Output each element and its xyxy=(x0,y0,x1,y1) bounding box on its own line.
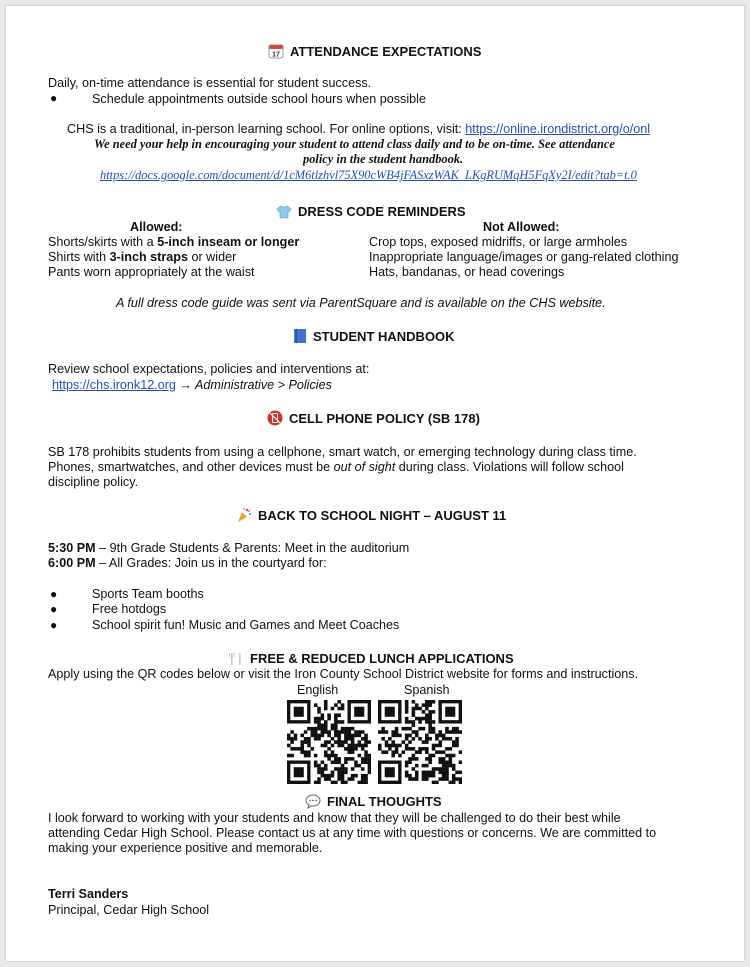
handbook-path-line xyxy=(52,378,332,393)
bullet-dot: ● xyxy=(50,618,58,632)
newsletter-page xyxy=(6,6,744,961)
qr-code-spanish[interactable] xyxy=(378,700,462,784)
online-options-text: CHS is a traditional, in-person learning school. For online options, visit: xyxy=(67,122,466,136)
qr-code-english[interactable] xyxy=(287,700,371,784)
blue-book-icon xyxy=(293,328,307,347)
allowed-header: Allowed: xyxy=(130,220,183,234)
attendance-title: ATTENDANCE EXPECTATIONS xyxy=(290,44,482,59)
final-title: FINAL THOUGHTS xyxy=(327,794,442,809)
handbook-heading xyxy=(293,328,455,347)
speech-bubble-icon xyxy=(305,794,321,812)
qr-label-spanish: Spanish xyxy=(404,683,450,697)
dress-code-note: A full dress code guide was sent via ParentSquare and is available on the CHS website. xyxy=(116,296,606,310)
attendance-bullet: Schedule appointments outside school hours when possible xyxy=(92,92,426,106)
attendance-help-line2: policy in the student handbook. xyxy=(303,152,464,166)
attendance-heading xyxy=(268,43,481,62)
handbook-path: → Administrative > Policies xyxy=(175,378,332,392)
attendance-intro: Daily, on-time attendance is essential for student success. xyxy=(48,76,372,90)
final-line2: attending Cedar High School. Please contact us at any time with questions or concerns. We are committed to xyxy=(48,826,657,840)
lunch-title: FREE & REDUCED LUNCH APPLICATIONS xyxy=(250,651,514,666)
not-allowed-item: Inappropriate language/images or gang-related clothing xyxy=(369,250,679,264)
bts-bullet: Sports Team booths xyxy=(92,587,204,601)
bts-time-row: 5:30 PM – 9th Grade Students & Parents: Meet in the auditorium xyxy=(48,541,410,555)
calendar-icon xyxy=(268,43,284,62)
final-line1: I look forward to working with your students and know that they will be challenged to do their best while xyxy=(48,811,621,825)
online-options-line xyxy=(67,122,650,137)
bullet-dot: ● xyxy=(50,91,58,105)
attendance-help-line1: We need your help in encouraging your student to attend class daily and to be on-time. See attendance xyxy=(94,137,615,151)
qr-label-english: English xyxy=(297,683,339,697)
signature-name: Terri Sanders xyxy=(48,887,129,901)
not-allowed-item: Crop tops, exposed midriffs, or large armholes xyxy=(369,235,628,249)
handbook-text: Review school expectations, policies and interventions at: xyxy=(48,362,370,376)
allowed-item: Shirts with 3-inch straps or wider xyxy=(48,250,237,264)
bullet-dot: ● xyxy=(50,587,58,601)
lunch-text: Apply using the QR codes below or visit the Iron County School District website for forms and instructions. xyxy=(48,667,639,681)
bts-time-row: 6:00 PM – All Grades: Join us in the courtyard for: xyxy=(48,556,327,570)
bts-bullet: Free hotdogs xyxy=(92,602,167,616)
no-phone-icon xyxy=(267,410,283,429)
not-allowed-item: Hats, bandanas, or head coverings xyxy=(369,265,565,279)
handbook-title: STUDENT HANDBOOK xyxy=(313,329,455,344)
allowed-item: Shorts/skirts with a 5-inch inseam or longer xyxy=(48,235,300,249)
final-heading xyxy=(305,794,442,812)
dress-code-title: DRESS CODE REMINDERS xyxy=(298,204,466,219)
not-allowed-header: Not Allowed: xyxy=(483,220,560,234)
bts-heading xyxy=(236,507,506,526)
bullet-dot: ● xyxy=(50,602,58,616)
tshirt-icon xyxy=(276,205,292,222)
bts-bullet: School spirit fun! Music and Games and Meet Coaches xyxy=(92,618,400,632)
svg-text:17: 17 xyxy=(272,51,280,59)
party-popper-icon xyxy=(236,507,252,526)
dress-code-heading xyxy=(276,204,466,222)
cell-phone-title: CELL PHONE POLICY (SB 178) xyxy=(289,411,480,426)
bts-title: BACK TO SCHOOL NIGHT – AUGUST 11 xyxy=(258,508,507,523)
cell-phone-heading xyxy=(267,410,480,429)
allowed-item: Pants worn appropriately at the waist xyxy=(48,265,255,279)
cell-phone-line3: discipline policy. xyxy=(48,475,139,489)
attendance-policy-link[interactable]: https://docs.google.com/document/d/1cM6tlzhvl75X90cWB4jFASxzWAK_LKgRUMqH5FqXy2I/edit?tab=t.0 xyxy=(100,168,637,182)
cell-phone-line2: Phones, smartwatches, and other devices must be out of sight during class. Violations will follow school xyxy=(48,460,624,474)
handbook-link[interactable]: https://chs.ironk12.org xyxy=(52,378,176,392)
signature-role: Principal, Cedar High School xyxy=(48,903,210,917)
final-line3: making your experience positive and memorable. xyxy=(48,841,323,855)
cell-phone-line1: SB 178 prohibits students from using a cellphone, smart watch, or emerging technology during class time. xyxy=(48,445,637,459)
online-options-link[interactable]: https://online.irondistrict.org/o/onl xyxy=(465,122,651,136)
